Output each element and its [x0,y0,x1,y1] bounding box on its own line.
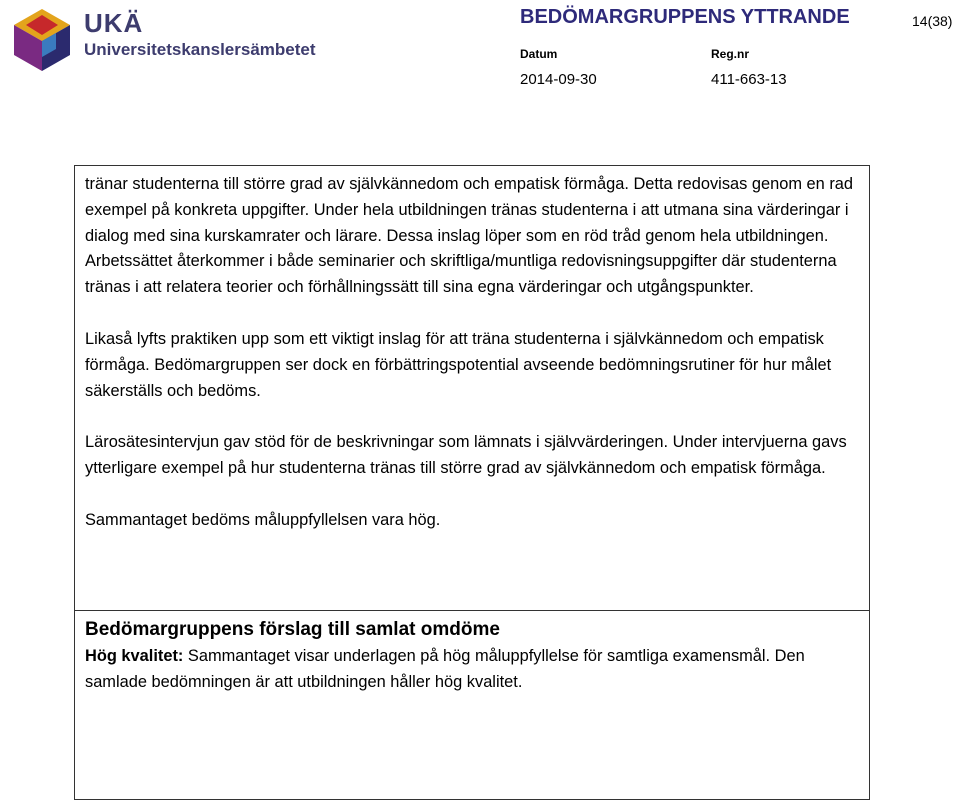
proposal-box [74,610,870,800]
brand-abbreviation: UKÄ [84,8,144,38]
assessment-paragraph-1: tränar studenterna till större grad av självkännedom och empatisk förmåga. Detta redovisas genom en rad exempel på konkreta uppgifter. Under hela utbildningen tränas studenterna i att utmana sina värderingar i dialog med sina kurskamrater och lärare. Dessa inslag löper som en röd tråd genom hela utbildningen. Arbetssättet återkommer i både seminarier och skriftliga/muntliga redovisningsuppgifter där studenterna tränas i att relatera teorier och förhållningssätt till sina egna värderingar och utgångspunkter. [85,175,854,297]
date-label: Datum [520,47,558,61]
document-title: BEDÖMARGRUPPENS YTTRANDE [520,6,850,28]
uka-logo-icon [12,7,72,73]
rating-label: Hög kvalitet: [85,647,184,665]
brand-name: Universitetskanslersämbetet [84,40,316,59]
proposal-heading: Bedömargruppens förslag till samlat omdöme [85,619,500,640]
proposal-text: Sammantaget visar underlagen på hög måluppfyllelse för samtliga examensmål. Den samlade bedömningen är att utbildningen håller hög kvalitet. [85,647,805,691]
date-value: 2014-09-30 [520,71,597,88]
page-number: 14(38) [912,13,953,29]
assessment-paragraph-3: Lärosätesintervjun gav stöd för de beskrivningar som lämnats i självvärderingen. Under intervjuerna gavs ytterligare exempel på hur studenterna tränas till större grad av självkännedom och empatisk förmåga. [85,433,847,478]
assessment-box [74,165,870,611]
assessment-paragraph-2: Likaså lyfts praktiken upp som ett viktigt inslag för att träna studenterna i självkännedom och empatisk förmåga. Bedömargruppen ser dock en förbättringspotential avseende bedömningsrutiner för hur målet säkerställs och bedöms. [85,329,832,400]
regnr-label: Reg.nr [711,47,750,61]
assessment-conclusion: Sammantaget bedöms måluppfyllelsen vara hög. [85,510,441,529]
regnr-value: 411-663-13 [711,71,787,88]
proposal-paragraph [85,644,859,696]
